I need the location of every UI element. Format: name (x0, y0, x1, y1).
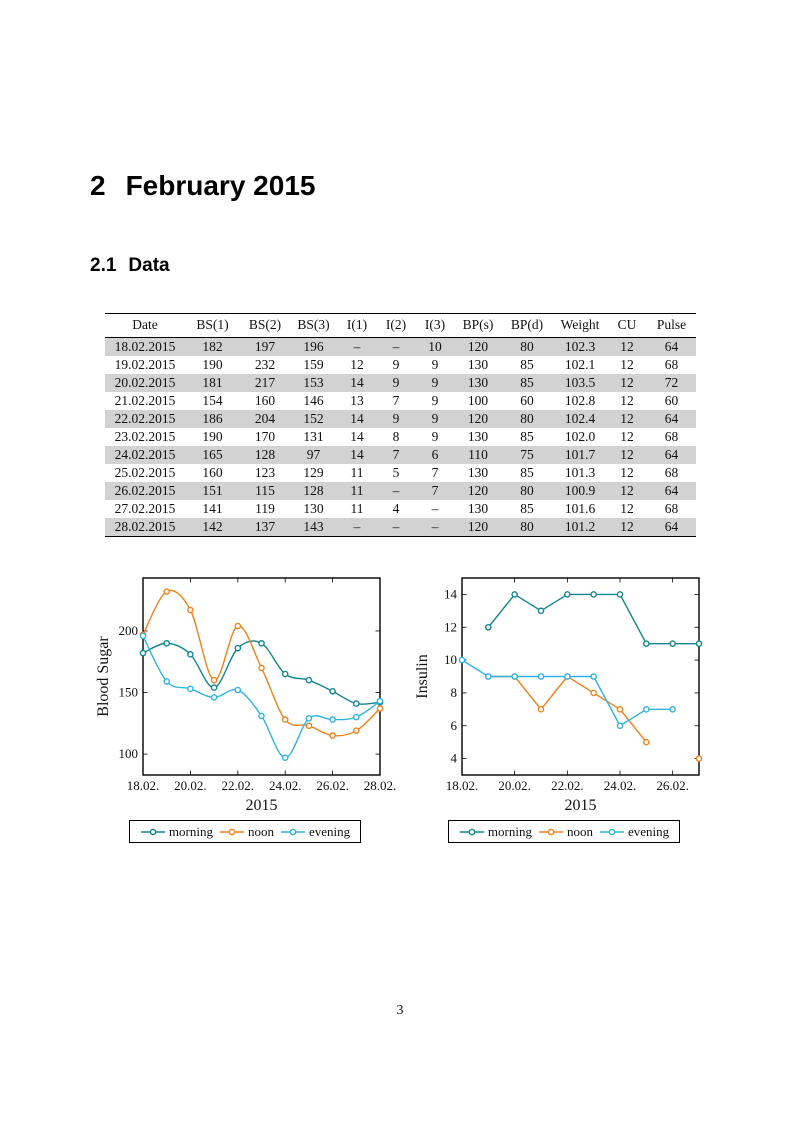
value-cell: 85 (520, 357, 534, 372)
series-marker-morning (670, 641, 675, 646)
value-cell: 10 (428, 339, 442, 354)
legend-marker-morning (140, 827, 166, 837)
value-cell: 128 (254, 447, 276, 462)
series-marker-morning (259, 641, 264, 646)
value-cell: 115 (255, 483, 275, 498)
value-cell: 232 (254, 357, 276, 372)
x-tick-label: 20.02. (174, 778, 207, 793)
value-cell: – (353, 519, 361, 534)
value-cell: 64 (664, 447, 679, 462)
series-marker-noon (212, 678, 217, 683)
series-marker-evening (212, 695, 217, 700)
value-cell: 68 (664, 429, 679, 444)
table-column-header: I(2) (385, 317, 407, 332)
insulin-chart (414, 574, 714, 843)
value-cell: 217 (254, 375, 276, 390)
legend-label: noon (566, 824, 593, 840)
legend-label: evening (627, 824, 670, 840)
table-column-header: I(3) (424, 317, 446, 332)
value-cell: 9 (431, 357, 439, 372)
series-marker-morning (617, 592, 622, 597)
value-cell: 80 (520, 519, 534, 534)
value-cell: 14 (350, 375, 364, 390)
legend-circle (548, 829, 553, 834)
value-cell: 11 (350, 483, 364, 498)
table-column-header: I(1) (346, 317, 368, 332)
date-cell: 18.02.2015 (114, 339, 176, 354)
value-cell: 102.3 (564, 339, 596, 354)
legend-circle (469, 829, 474, 834)
value-cell: 80 (520, 339, 534, 354)
value-cell: 120 (467, 483, 489, 498)
value-cell: – (353, 339, 361, 354)
value-cell: 181 (202, 375, 223, 390)
legend-marker-noon (219, 827, 245, 837)
value-cell: 123 (254, 465, 276, 480)
value-cell: 154 (202, 393, 223, 408)
value-cell: 151 (202, 483, 223, 498)
value-cell: 101.3 (564, 465, 596, 480)
legend-marker-evening (599, 827, 625, 837)
value-cell: 159 (303, 357, 324, 372)
table-row (105, 392, 696, 410)
series-line-morning (488, 594, 699, 643)
series-marker-morning (644, 641, 649, 646)
table-row (105, 428, 696, 446)
value-cell: – (431, 519, 439, 534)
series-marker-evening (486, 674, 491, 679)
date-cell: 28.02.2015 (114, 519, 176, 534)
value-cell: 68 (664, 357, 679, 372)
value-cell: 14 (350, 447, 364, 462)
series-marker-noon (377, 706, 382, 711)
series-line-morning (143, 641, 380, 704)
value-cell: 14 (350, 429, 364, 444)
series-marker-noon (259, 665, 264, 670)
value-cell: 196 (303, 339, 324, 354)
series-marker-noon (696, 756, 701, 761)
table-column-header: BP(s) (462, 317, 494, 332)
value-cell: 4 (392, 501, 400, 516)
value-cell: 85 (520, 465, 534, 480)
value-cell: 6 (431, 447, 439, 462)
series-marker-noon (644, 740, 649, 745)
table-column-header: BS(3) (297, 317, 330, 332)
series-marker-morning (306, 678, 311, 683)
value-cell: 68 (664, 465, 679, 480)
value-cell: 152 (303, 411, 324, 426)
date-cell: 21.02.2015 (114, 393, 176, 408)
legend-marker-noon (538, 827, 564, 837)
value-cell: 64 (664, 339, 679, 354)
value-cell: 100.9 (564, 483, 596, 498)
y-tick-label: 10 (444, 652, 457, 668)
value-cell: 142 (202, 519, 223, 534)
value-cell: 101.7 (564, 447, 596, 462)
value-cell: 7 (431, 465, 439, 480)
value-cell: – (392, 483, 400, 498)
series-marker-morning (538, 608, 543, 613)
blood-sugar-chart (95, 574, 395, 843)
table-column-header: BS(1) (196, 317, 229, 332)
section-title: February 2015 (125, 170, 316, 201)
series-marker-noon (188, 607, 193, 612)
table-row (105, 338, 696, 357)
series-marker-morning (591, 592, 596, 597)
table-row (105, 410, 696, 428)
series-marker-morning (330, 689, 335, 694)
value-cell: 60 (520, 393, 534, 408)
series-marker-evening (538, 674, 543, 679)
blood-sugar-legend (129, 820, 361, 843)
table-header-row (105, 314, 696, 338)
value-cell: 102.8 (564, 393, 596, 408)
series-marker-morning (696, 641, 701, 646)
x-tick-label: 18.02. (126, 778, 160, 793)
value-cell: 165 (202, 447, 223, 462)
y-tick-label: 6 (450, 717, 457, 733)
legend-marker-morning (459, 827, 485, 837)
series-marker-morning (565, 592, 570, 597)
series-marker-noon (164, 589, 169, 594)
value-cell: 153 (303, 375, 324, 390)
series-marker-evening (644, 707, 649, 712)
table-column-header: BS(2) (248, 317, 282, 332)
value-cell: 5 (392, 465, 400, 480)
value-cell: 102.0 (564, 429, 596, 444)
legend-label: evening (308, 824, 351, 840)
x-tick-label: 24.02. (603, 778, 637, 793)
value-cell: 102.1 (564, 357, 596, 372)
x-axis-label: 2015 (245, 797, 278, 814)
series-marker-noon (283, 717, 288, 722)
legend-item-morning (140, 823, 213, 840)
value-cell: 64 (664, 411, 679, 426)
date-cell: 20.02.2015 (114, 375, 176, 390)
value-cell: 64 (664, 483, 679, 498)
section-number: 2 (90, 170, 106, 201)
series-marker-evening (617, 723, 622, 728)
series-marker-evening (512, 674, 517, 679)
value-cell: 130 (303, 501, 324, 516)
value-cell: 101.2 (564, 519, 596, 534)
table-row (105, 482, 696, 500)
value-cell: 100 (467, 393, 489, 408)
value-cell: 80 (520, 483, 534, 498)
date-cell: 22.02.2015 (114, 411, 176, 426)
value-cell: 12 (620, 357, 634, 372)
value-cell: 103.5 (564, 375, 596, 390)
legend-circle (609, 829, 614, 834)
x-tick-label: 18.02. (445, 778, 479, 793)
value-cell: 60 (664, 393, 679, 408)
value-cell: 9 (392, 411, 400, 426)
value-cell: 9 (431, 375, 439, 390)
table-row (105, 464, 696, 482)
value-cell: 120 (467, 411, 489, 426)
value-cell: 110 (468, 447, 488, 462)
value-cell: 102.4 (564, 411, 596, 426)
value-cell: 97 (306, 447, 321, 462)
subsection-number: 2.1 (90, 255, 117, 276)
value-cell: 130 (467, 429, 489, 444)
value-cell: 12 (620, 501, 634, 516)
y-tick-label: 100 (118, 746, 138, 762)
series-marker-noon (617, 707, 622, 712)
series-marker-evening (670, 707, 675, 712)
x-tick-label: 26.02. (656, 778, 689, 793)
series-line-evening (462, 660, 673, 726)
x-tick-label: 26.02. (316, 778, 349, 793)
value-cell: 130 (467, 501, 489, 516)
series-marker-evening (235, 687, 240, 692)
x-tick-label: 22.02. (551, 778, 584, 793)
value-cell: 9 (431, 393, 439, 408)
date-cell: 26.02.2015 (114, 483, 176, 498)
value-cell: 197 (254, 339, 276, 354)
date-cell: 19.02.2015 (114, 357, 176, 372)
series-marker-evening (306, 716, 311, 721)
blood-sugar-plot (95, 574, 395, 814)
subsection-title: Data (128, 255, 170, 276)
y-tick-label: 8 (450, 684, 457, 700)
value-cell: 12 (620, 393, 634, 408)
value-cell: 143 (303, 519, 324, 534)
value-cell: 190 (202, 429, 223, 444)
value-cell: 68 (664, 501, 679, 516)
value-cell: 9 (431, 429, 439, 444)
series-marker-morning (188, 652, 193, 657)
series-marker-evening (259, 713, 264, 718)
value-cell: 146 (303, 393, 324, 408)
table-row (105, 374, 696, 392)
series-marker-evening (140, 633, 145, 638)
series-marker-morning (164, 641, 169, 646)
series-marker-evening (591, 674, 596, 679)
value-cell: 12 (620, 339, 634, 354)
series-marker-evening (283, 755, 288, 760)
value-cell: 129 (303, 465, 324, 480)
series-marker-evening (565, 674, 570, 679)
x-axis-label: 2015 (564, 797, 597, 814)
section-heading (90, 170, 315, 202)
value-cell: 190 (202, 357, 223, 372)
series-marker-evening (354, 715, 359, 720)
y-tick-label: 14 (444, 586, 457, 602)
value-cell: 85 (520, 429, 534, 444)
date-cell: 24.02.2015 (114, 447, 176, 462)
insulin-legend (448, 820, 680, 843)
value-cell: 170 (254, 429, 276, 444)
table-row (105, 518, 696, 537)
plot-border (143, 578, 380, 775)
legend-circle (290, 829, 295, 834)
legend-item-evening (599, 823, 669, 840)
value-cell: 7 (392, 393, 400, 408)
date-cell: 25.02.2015 (114, 465, 176, 480)
value-cell: 80 (520, 411, 534, 426)
value-cell: 11 (350, 465, 364, 480)
series-marker-noon (330, 733, 335, 738)
date-cell: 27.02.2015 (114, 501, 176, 516)
value-cell: 130 (467, 357, 489, 372)
legend-circle (150, 829, 155, 834)
y-axis-label: Blood Sugar (95, 636, 112, 717)
legend-circle (229, 829, 234, 834)
value-cell: 141 (202, 501, 223, 516)
series-marker-noon (354, 728, 359, 733)
series-marker-noon (591, 690, 596, 695)
series-marker-morning (512, 592, 517, 597)
value-cell: 7 (392, 447, 400, 462)
y-tick-label: 4 (450, 750, 457, 766)
value-cell: 13 (350, 393, 364, 408)
legend-item-noon (219, 823, 274, 840)
legend-item-noon (538, 823, 593, 840)
series-marker-morning (354, 701, 359, 706)
value-cell: 186 (202, 411, 223, 426)
series-marker-evening (164, 679, 169, 684)
series-line-evening (143, 636, 380, 758)
insulin-plot (414, 574, 714, 814)
value-cell: 204 (254, 411, 276, 426)
value-cell: 160 (202, 465, 223, 480)
table-row (105, 356, 696, 374)
value-cell: 182 (202, 339, 223, 354)
value-cell: 9 (392, 357, 400, 372)
y-tick-label: 200 (118, 622, 138, 638)
value-cell: 8 (392, 429, 400, 444)
series-marker-evening (459, 657, 464, 662)
value-cell: 119 (255, 501, 275, 516)
x-tick-label: 24.02. (268, 778, 302, 793)
value-cell: – (392, 339, 400, 354)
series-marker-morning (486, 625, 491, 630)
legend-label: noon (247, 824, 274, 840)
x-tick-label: 22.02. (221, 778, 255, 793)
series-marker-morning (140, 651, 145, 656)
value-cell: 12 (350, 357, 364, 372)
table-row (105, 500, 696, 518)
table-column-header: Pulse (656, 317, 687, 332)
value-cell: 130 (467, 375, 489, 390)
value-cell: 85 (520, 501, 534, 516)
y-axis-label: Insulin (414, 654, 431, 699)
value-cell: 120 (467, 519, 489, 534)
value-cell: 14 (350, 411, 364, 426)
series-marker-noon (235, 623, 240, 628)
value-cell: 12 (620, 447, 634, 462)
legend-item-morning (459, 823, 532, 840)
value-cell: 12 (620, 429, 634, 444)
table-column-header: BP(d) (510, 317, 544, 332)
series-marker-morning (235, 646, 240, 651)
value-cell: 9 (392, 375, 400, 390)
health-data-table (105, 313, 696, 537)
value-cell: 11 (350, 501, 364, 516)
table-column-header: CU (617, 317, 637, 332)
series-marker-evening (377, 699, 382, 704)
value-cell: 12 (620, 519, 634, 534)
value-cell: 130 (467, 465, 489, 480)
series-marker-evening (188, 686, 193, 691)
value-cell: 101.6 (564, 501, 596, 516)
x-tick-label: 20.02. (498, 778, 531, 793)
x-tick-label: 28.02. (363, 778, 397, 793)
y-tick-label: 150 (118, 684, 138, 700)
value-cell: 85 (520, 375, 534, 390)
legend-marker-evening (280, 827, 306, 837)
series-marker-morning (283, 671, 288, 676)
legend-label: morning (168, 824, 213, 840)
value-cell: 128 (303, 483, 324, 498)
value-cell: 9 (431, 411, 439, 426)
date-cell: 23.02.2015 (114, 429, 176, 444)
value-cell: 12 (620, 411, 634, 426)
value-cell: 12 (620, 483, 634, 498)
value-cell: 12 (620, 465, 634, 480)
page-number: 3 (396, 1003, 404, 1018)
value-cell: – (392, 519, 400, 534)
value-cell: 160 (254, 393, 276, 408)
table-column-header: Date (132, 317, 158, 332)
table-row (105, 446, 696, 464)
series-marker-morning (212, 685, 217, 690)
value-cell: 64 (664, 519, 679, 534)
table-column-header: Weight (560, 317, 600, 332)
subsection-heading (90, 255, 170, 277)
legend-label: morning (487, 824, 532, 840)
series-marker-noon (538, 707, 543, 712)
value-cell: 137 (254, 519, 276, 534)
series-marker-noon (306, 723, 311, 728)
value-cell: 131 (303, 429, 324, 444)
y-tick-label: 12 (444, 619, 457, 635)
value-cell: 75 (520, 447, 534, 462)
value-cell: 120 (467, 339, 489, 354)
value-cell: 12 (620, 375, 634, 390)
legend-item-evening (280, 823, 350, 840)
value-cell: – (431, 501, 439, 516)
series-marker-evening (330, 717, 335, 722)
value-cell: 7 (431, 483, 439, 498)
value-cell: 72 (664, 375, 679, 390)
